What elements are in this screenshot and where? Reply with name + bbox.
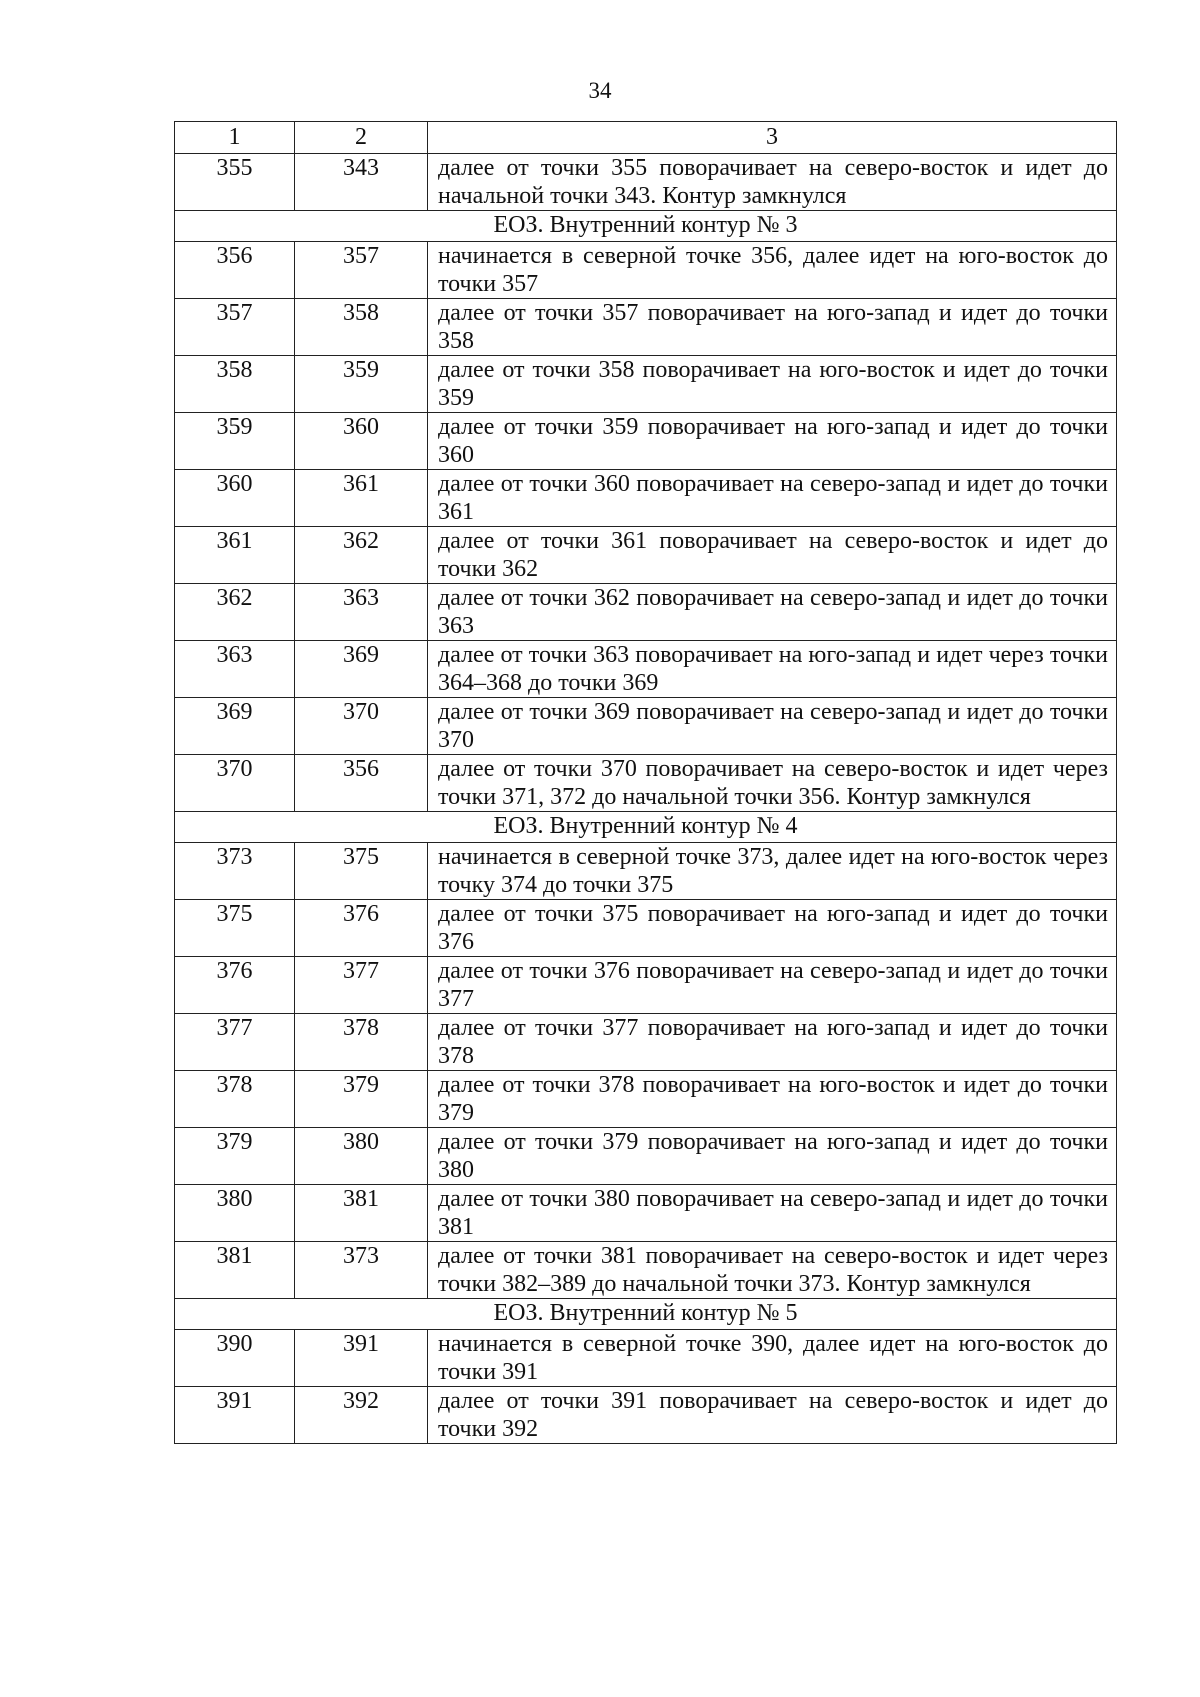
from-point-cell: 357	[175, 299, 295, 356]
from-point-cell: 361	[175, 527, 295, 584]
description-cell: далее от точки 363 поворачивает на юго-запад и идет через точки 364–368 до точки 369	[428, 641, 1117, 698]
to-point-cell: 362	[295, 527, 428, 584]
table-row	[175, 1014, 1117, 1071]
description-cell: далее от точки 391 поворачивает на северо-восток и идет до точки 392	[428, 1387, 1117, 1444]
to-point-cell: 380	[295, 1128, 428, 1185]
description-cell: далее от точки 369 поворачивает на северо-запад и идет до точки 370	[428, 698, 1117, 755]
from-point-cell: 380	[175, 1185, 295, 1242]
table-row	[175, 242, 1117, 299]
from-point-cell: 373	[175, 843, 295, 900]
to-point-cell: 391	[295, 1330, 428, 1387]
description-cell: далее от точки 380 поворачивает на северо-запад и идет до точки 381	[428, 1185, 1117, 1242]
to-point-cell: 357	[295, 242, 428, 299]
description-cell: далее от точки 360 поворачивает на северо-запад и идет до точки 361	[428, 470, 1117, 527]
from-point-cell: 370	[175, 755, 295, 812]
description-cell: далее от точки 370 поворачивает на северо-восток и идет через точки 371, 372 до начальной точки 356. Контур замкнулся	[428, 755, 1117, 812]
description-cell: далее от точки 357 поворачивает на юго-запад и идет до точки 358	[428, 299, 1117, 356]
to-point-cell: 375	[295, 843, 428, 900]
description-cell: далее от точки 381 поворачивает на северо-восток и идет через точки 382–389 до начальной точки 373. Контур замкнулся	[428, 1242, 1117, 1299]
section-row	[175, 211, 1117, 242]
to-point-cell: 370	[295, 698, 428, 755]
column-header-3: 3	[428, 122, 1117, 154]
from-point-cell: 362	[175, 584, 295, 641]
table-row	[175, 1185, 1117, 1242]
section-row	[175, 812, 1117, 843]
table-row	[175, 1128, 1117, 1185]
description-cell: начинается в северной точке 390, далее идет на юго-восток до точки 391	[428, 1330, 1117, 1387]
to-point-cell: 360	[295, 413, 428, 470]
table-row	[175, 356, 1117, 413]
to-point-cell: 358	[295, 299, 428, 356]
to-point-cell: 361	[295, 470, 428, 527]
from-point-cell: 360	[175, 470, 295, 527]
from-point-cell: 378	[175, 1071, 295, 1128]
table-row	[175, 755, 1117, 812]
from-point-cell: 363	[175, 641, 295, 698]
table-row	[175, 299, 1117, 356]
to-point-cell: 378	[295, 1014, 428, 1071]
description-cell: далее от точки 375 поворачивает на юго-запад и идет до точки 376	[428, 900, 1117, 957]
table-row	[175, 154, 1117, 211]
from-point-cell: 358	[175, 356, 295, 413]
section-title: ЕОЗ. Внутренний контур № 5	[175, 1299, 1117, 1330]
to-point-cell: 379	[295, 1071, 428, 1128]
table-row	[175, 470, 1117, 527]
to-point-cell: 356	[295, 755, 428, 812]
description-cell: начинается в северной точке 356, далее идет на юго-восток до точки 357	[428, 242, 1117, 299]
section-title: ЕОЗ. Внутренний контур № 4	[175, 812, 1117, 843]
to-point-cell: 369	[295, 641, 428, 698]
from-point-cell: 379	[175, 1128, 295, 1185]
description-cell: далее от точки 378 поворачивает на юго-восток и идет до точки 379	[428, 1071, 1117, 1128]
column-header-1: 1	[175, 122, 295, 154]
to-point-cell: 373	[295, 1242, 428, 1299]
to-point-cell: 392	[295, 1387, 428, 1444]
description-cell: далее от точки 377 поворачивает на юго-запад и идет до точки 378	[428, 1014, 1117, 1071]
table-row	[175, 584, 1117, 641]
section-row	[175, 1299, 1117, 1330]
from-point-cell: 391	[175, 1387, 295, 1444]
to-point-cell: 359	[295, 356, 428, 413]
from-point-cell: 369	[175, 698, 295, 755]
table-row	[175, 843, 1117, 900]
from-point-cell: 390	[175, 1330, 295, 1387]
page-number: 34	[588, 78, 612, 103]
table-row	[175, 641, 1117, 698]
contour-table	[174, 121, 1117, 1444]
table-row	[175, 698, 1117, 755]
table-row	[175, 1387, 1117, 1444]
table-row	[175, 527, 1117, 584]
contour-table-body	[175, 122, 1117, 1444]
from-point-cell: 355	[175, 154, 295, 211]
from-point-cell: 359	[175, 413, 295, 470]
to-point-cell: 363	[295, 584, 428, 641]
table-row	[175, 957, 1117, 1014]
from-point-cell: 375	[175, 900, 295, 957]
table-row	[175, 413, 1117, 470]
to-point-cell: 381	[295, 1185, 428, 1242]
description-cell: далее от точки 359 поворачивает на юго-запад и идет до точки 360	[428, 413, 1117, 470]
description-cell: далее от точки 376 поворачивает на северо-запад и идет до точки 377	[428, 957, 1117, 1014]
to-point-cell: 376	[295, 900, 428, 957]
table-row	[175, 1242, 1117, 1299]
description-cell: далее от точки 358 поворачивает на юго-восток и идет до точки 359	[428, 356, 1117, 413]
description-cell: далее от точки 355 поворачивает на северо-восток и идет до начальной точки 343. Контур замкнулся	[428, 154, 1117, 211]
section-title: ЕОЗ. Внутренний контур № 3	[175, 211, 1117, 242]
description-cell: далее от точки 362 поворачивает на северо-запад и идет до точки 363	[428, 584, 1117, 641]
to-point-cell: 343	[295, 154, 428, 211]
description-cell: далее от точки 379 поворачивает на юго-запад и идет до точки 380	[428, 1128, 1117, 1185]
table-row	[175, 900, 1117, 957]
description-cell: начинается в северной точке 373, далее идет на юго-восток через точку 374 до точки 375	[428, 843, 1117, 900]
from-point-cell: 376	[175, 957, 295, 1014]
column-header-2: 2	[295, 122, 428, 154]
table-row	[175, 1330, 1117, 1387]
table-header-row	[175, 122, 1117, 154]
description-cell: далее от точки 361 поворачивает на северо-восток и идет до точки 362	[428, 527, 1117, 584]
to-point-cell: 377	[295, 957, 428, 1014]
from-point-cell: 356	[175, 242, 295, 299]
table-row	[175, 1071, 1117, 1128]
from-point-cell: 377	[175, 1014, 295, 1071]
from-point-cell: 381	[175, 1242, 295, 1299]
